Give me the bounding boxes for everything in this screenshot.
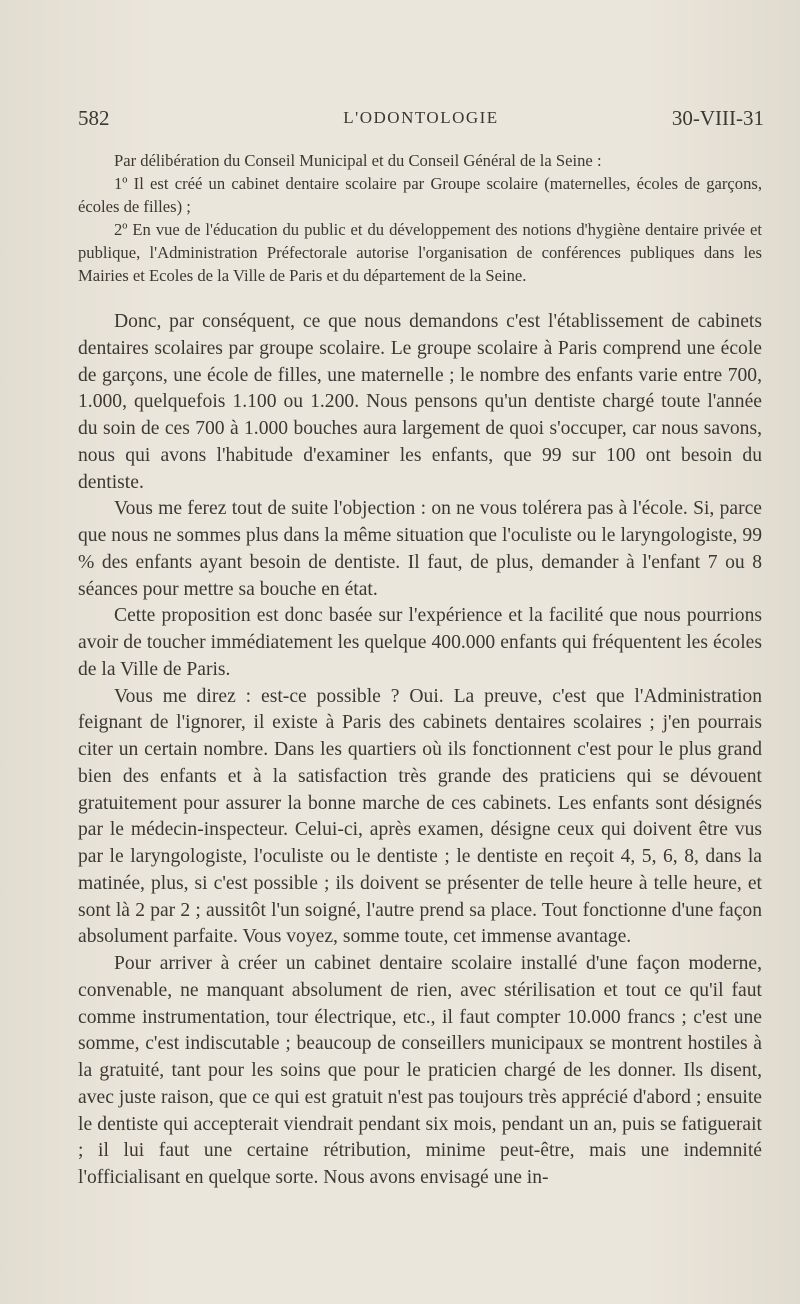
page-header: [78, 106, 764, 134]
running-title: L'ODONTOLOGIE: [343, 108, 499, 127]
resolution-text: [78, 150, 762, 287]
body-paragraph: Donc, par conséquent, ce que nous demandons c'est l'établissement de cabinets dentaires scolaires par groupe scolaire. Le groupe scolaire à Paris comprend une école de garçons, une école de filles, une maternelle ; le nombre des enfants varie entre 700, 1.000, quelquefois 1.100 ou 1.200. Nous pensons qu'un dentiste chargé toute l'année du soin de ces 700 à 1.000 bouches aura largement de quoi s'occuper, car nous savons, nous qui avons l'habitude d'examiner les enfants, que 99 sur 100 ont besoin du dentiste.: [78, 311, 762, 493]
issue-date: 30-VIII-31: [671, 106, 764, 130]
body-paragraph: Vous me direz : est-ce possible ? Oui. La preuve, c'est que l'Administration feignant de l'ignorer, il existe à Paris des cabinets dentaires scolaires ; j'en pourrais citer un certain nombre. Dans les quartiers où ils fonctionnent c'est pour le plus grand bien des enfants et à la satisfaction très grande des praticiens qui se dévouent gratuitement pour assurer la bonne marche de ces cabinets. Les enfants sont désignés par le médecin-inspecteur. Celui-ci, après examen, désigne ceux qui doivent être vus par le laryngologiste, l'oculiste ou le dentiste ; le dentiste en reçoit 4, 5, 6, 8, dans la matinée, plus, si c'est possible ; ils doivent se présenter de telle heure à telle heure, et sont là 2 par 2 ; aussitôt l'un soigné, l'autre prend sa place. Tout fonctionne d'une façon absolument parfaite. Vous voyez, somme toute, cet immense avantage.: [78, 685, 762, 948]
body-paragraph: Pour arriver à créer un cabinet dentaire scolaire installé d'une façon moderne, convenable, ne manquant absolument de rien, avec stérilisation et tout ce qu'il faut comme instrumentation, tour électrique, etc., il faut compter 10.000 francs ; c'est une somme, c'est indiscutable ; beaucoup de conseillers municipaux se montrent hostiles à la gratuité, tant pour les soins que pour le praticien chargé de les donner. Ils disent, avec juste raison, que ce qui est gratuit n'est pas toujours très apprécié d'abord ; ensuite le dentiste qui accepterait viendrait pendant six mois, pendant un an, puis se fatiguerait ; il lui faut une certaine rétribution, minime peut-être, mais une indemnité l'officialisant en quelque sorte. Nous avons envisagé une in-: [78, 953, 762, 1188]
body-paragraph: Cette proposition est donc basée sur l'expérience et la facilité que nous pourrions avoir de toucher immédiatement les quelque 400.000 enfants qui fréquentent les écoles de la Ville de Paris.: [78, 605, 762, 680]
page-number: 582: [78, 106, 110, 130]
body-paragraph: Vous me ferez tout de suite l'objection : on ne vous tolérera pas à l'école. Si, parce que nous ne sommes plus dans la même situation que l'oculiste ou le laryngologiste, 99 % des enfants ayant besoin de dentiste. Il faut, de plus, demander à l'enfant 7 ou 8 séances pour mettre sa bouche en état.: [78, 498, 762, 600]
resolution-article-1: 1º Il est créé un cabinet dentaire scolaire par Groupe scolaire (maternelles, écoles de garçons, écoles de filles) ;: [78, 173, 762, 216]
resolution-intro: Par délibération du Conseil Municipal et du Conseil Général de la Seine :: [114, 151, 602, 170]
body-text: [78, 309, 762, 1192]
resolution-article-2: 2º En vue de l'éducation du public et du développement des notions d'hygiène dentaire privée et publique, l'Administration Préfectorale autorise l'organisation de conférences publiques dans les Mairies et Ecoles de la Ville de Paris et du département de la Seine.: [78, 219, 762, 285]
